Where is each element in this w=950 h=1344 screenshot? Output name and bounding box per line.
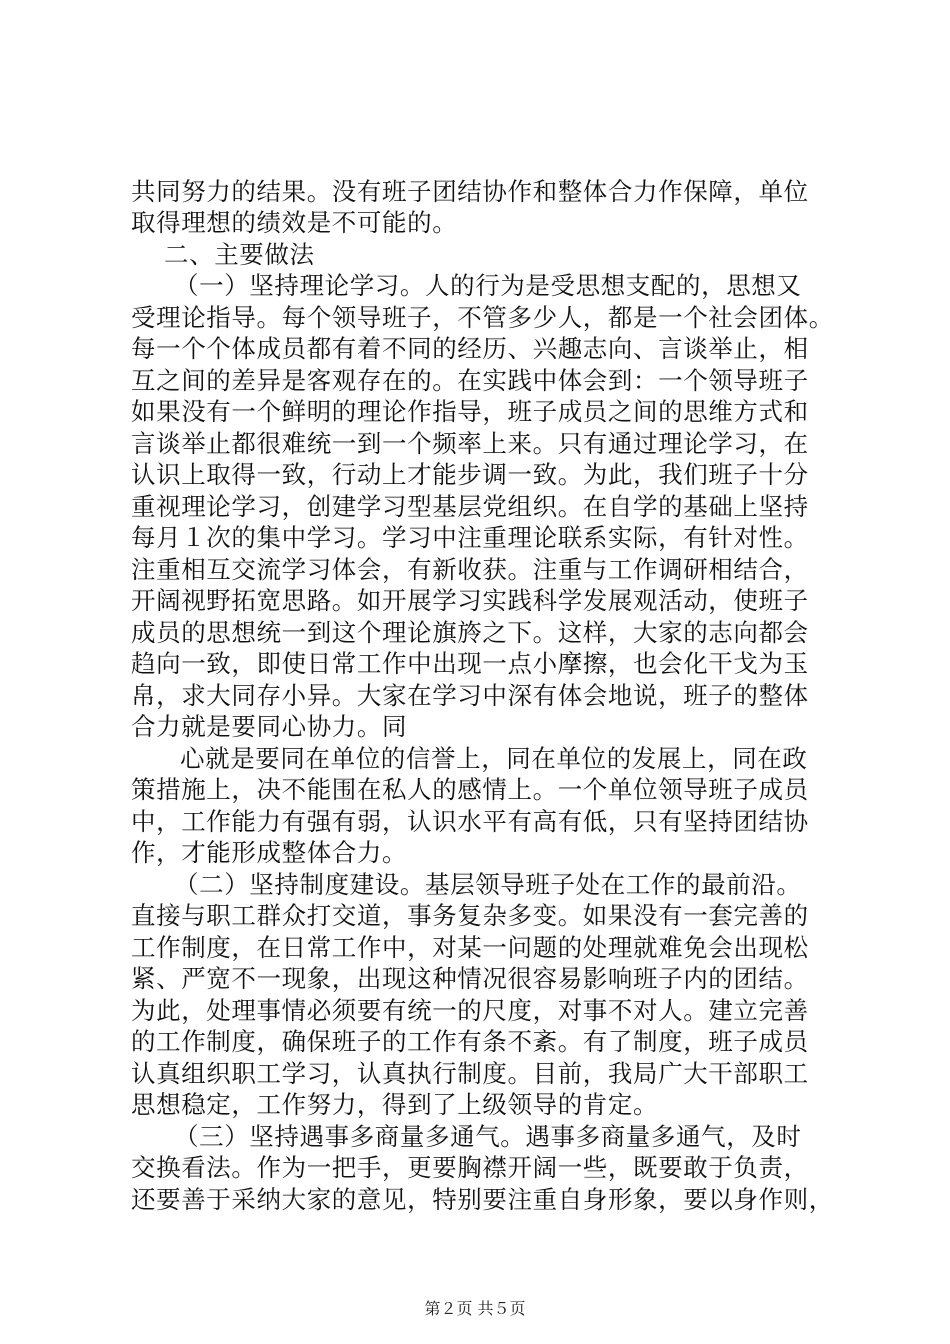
text-line: 直接与职工群众打交道，事务复杂多变。如果没有一套完善的 (131, 901, 809, 930)
text-line: 趋向一致，即使日常工作中出现一点小摩擦，也会化干戈为玉 (131, 649, 809, 678)
text-line: 开阔视野拓宽思路。如开展学习实践科学发展观活动，使班子 (131, 586, 809, 615)
text-line: 每月１次的集中学习。学习中注重理论联系实际，有针对性。 (131, 523, 809, 552)
text-line: 每一个个体成员都有着不同的经历、兴趣志向、言谈举止，相 (131, 334, 809, 363)
text-line: 交换看法。作为一把手，更要胸襟开阔一些，既要敢于负责， (131, 1153, 809, 1182)
paragraph-start: （二）坚持制度建设。基层领导班子处在工作的最前沿。 (174, 870, 802, 899)
section-heading: 二、主要做法 (164, 240, 315, 269)
text-line: 还要善于采纳大家的意见，特别要注重自身形象，要以身作则， (131, 1185, 834, 1214)
text-line: 成员的思想统一到这个理论旗旍之下。这样，大家的志向都会 (131, 618, 809, 647)
text-line: 为此，处理事情必须要有统一的尺度，对事不对人。建立完善 (131, 996, 809, 1025)
text-line: 受理论指导。每个领导班子，不管多少人，都是一个社会团体。 (131, 303, 834, 332)
text-line: 言谈举止都很难统一到一个频率上来。只有通过理论学习，在 (131, 429, 809, 458)
paragraph-start: （三）坚持遇事多商量多通气。遇事多商量多通气，及时 (174, 1122, 802, 1151)
text-line: 取得理想的绩效是不可能的。 (131, 208, 458, 237)
text-line: 思想稳定，工作努力，得到了上级领导的肯定。 (131, 1090, 659, 1119)
text-line: 认真组织职工学习，认真执行制度。目前，我局广大干部职工 (131, 1059, 809, 1088)
page-number-footer: 第２页 共５页 (424, 1299, 526, 1318)
text-line: 紧、严宽不一现象，出现这种情况很容易影响班子内的团结。 (131, 964, 809, 993)
paragraph-start: 心就是要同在单位的信誉上，同在单位的发展上，同在政 (180, 744, 808, 773)
text-line: 帛，求大同存小异。大家在学习中深有体会地说，班子的整体 (131, 681, 809, 710)
text-line: 认识上取得一致，行动上才能步调一致。为此，我们班子十分 (131, 460, 809, 489)
text-line: 工作制度，在日常工作中，对某一问题的处理就难免会出现松 (131, 933, 809, 962)
text-line: 注重相互交流学习体会，有新收获。注重与工作调研相结合， (131, 555, 809, 584)
text-line: 作，才能形成整体合力。 (131, 838, 408, 867)
text-line: 合力就是要同心协力。同 (131, 712, 408, 741)
text-line: 的工作制度，确保班子的工作有条不紊。有了制度，班子成员 (131, 1027, 809, 1056)
text-line: 重视理论学习，创建学习型基层党组织。在自学的基础上坚持 (131, 492, 809, 521)
text-line: 中，工作能力有强有弱，认识水平有高有低，只有坚持团结协 (131, 807, 809, 836)
text-line: 互之间的差异是客观存在的。在实践中体会到：一个领导班子 (131, 366, 809, 395)
text-line: 如果没有一个鲜明的理论作指导，班子成员之间的思维方式和 (131, 397, 809, 426)
text-line: 策措施上，决不能围在私人的感情上。一个单位领导班子成员 (131, 775, 809, 804)
text-line: 共同努力的结果。没有班子团结协作和整体合力作保障，单位 (131, 177, 809, 206)
paragraph-start: （一）坚持理论学习。人的行为是受思想支配的，思想又 (174, 271, 802, 300)
